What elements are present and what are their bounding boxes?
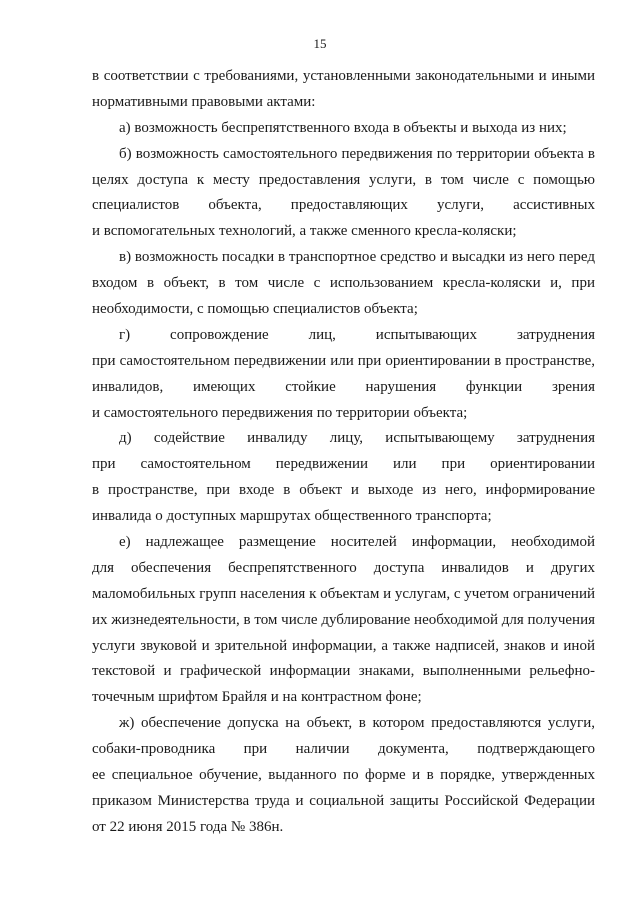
text-line: инвалида о доступных маршрутах общественного транспорта; — [92, 508, 492, 525]
text-line: в соответствии с требованиями, установленными законодательными и иными — [92, 68, 595, 84]
text-line: ее специальное обучение, выданного по форме и в порядке, утвержденных — [92, 767, 595, 784]
text-line: при самостоятельном передвижении или при ориентировании в пространстве, — [92, 352, 595, 369]
text-line: г) сопровождение лиц, испытывающих затруднения — [119, 326, 595, 343]
text-line: необходимости, с помощью специалистов объекта; — [92, 301, 418, 318]
text-line: целях доступа к месту предоставления услуги, в том числе с помощью — [92, 171, 595, 188]
text-line: е) надлежащее размещение носителей информации, необходимой — [119, 534, 595, 551]
text-line: их жизнедеятельности, в том числе дублирование необходимой для получения — [92, 611, 595, 628]
text-line: ж) обеспечение допуска на объект, в котором предоставляются услуги, — [119, 715, 595, 732]
text-line: приказом Министерства труда и социальной защиты Российской Федерации — [92, 792, 595, 809]
text-line: инвалидов, имеющих стойкие нарушения функции зрения — [92, 378, 595, 395]
text-line: в пространстве, при входе в объект и выходе из него, информирование — [92, 482, 595, 499]
text-line: текстовой и графической информации знаками, выполненными рельефно- — [92, 663, 595, 680]
page-number: 15 — [313, 36, 327, 51]
text-line: б) возможность самостоятельного передвижения по территории объекта в — [119, 145, 595, 162]
text-line: специалистов объекта, предоставляющих услуги, ассистивных — [92, 197, 595, 214]
text-line: при самостоятельном передвижении или при ориентировании — [92, 456, 595, 473]
text-line: в) возможность посадки в транспортное средство и высадки из него перед — [119, 249, 595, 266]
text-line: точечным шрифтом Брайля и на контрастном фоне; — [92, 689, 422, 706]
text-line: д) содействие инвалиду лицу, испытывающему затруднения — [119, 430, 595, 447]
text-line: и вспомогательных технологий, а также сменного кресла-коляски; — [92, 223, 517, 240]
text-line: для обеспечения беспрепятственного доступа инвалидов и других — [92, 559, 595, 576]
text-line: услуги звуковой и зрительной информации, а также надписей, знаков и иной — [92, 637, 595, 654]
text-line: от 22 июня 2015 года № 386н. — [92, 818, 284, 835]
text-line: а) возможность беспрепятственного входа в объекты и выхода из них; — [119, 119, 567, 136]
text-line: собаки-проводника при наличии документа, подтверждающего — [92, 741, 595, 758]
text-line: входом в объект, в том числе с использованием кресла-коляски и, при — [92, 275, 595, 292]
text-line: маломобильных групп населения к объектам и услугам, с учетом ограничений — [92, 585, 595, 602]
text-line: и самостоятельного передвижения по территории объекта; — [92, 404, 468, 421]
text-line: нормативными правовыми актами: — [92, 93, 316, 110]
document-body — [92, 64, 595, 841]
